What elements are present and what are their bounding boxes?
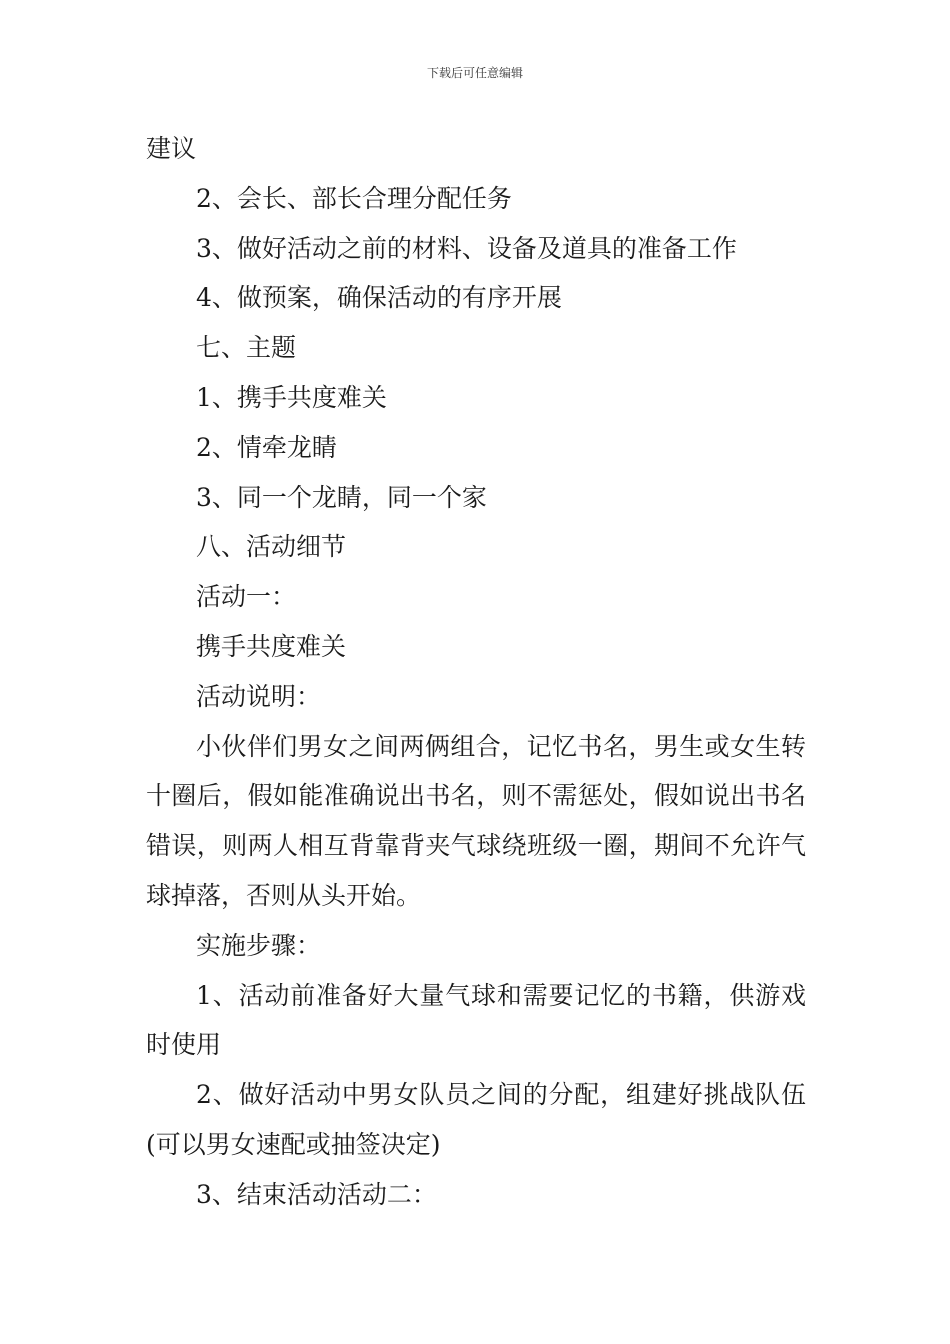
- paragraph: 4、做预案，确保活动的有序开展: [196, 283, 562, 313]
- paragraph: 3、做好活动之前的材料、设备及道具的准备工作: [196, 233, 737, 263]
- paragraph: 3、同一个龙睛，同一个家: [196, 482, 487, 512]
- paragraph: 小伙伴们男女之间两俩组合，记忆书名，男生或女生转十圈后，假如能准确说出书名，则不需惩处，假如说出书名错误，则两人相互背靠背夹气球绕班级一圈，期间不允许气球掉落，否则从头开始。: [146, 731, 806, 910]
- paragraph: 2、做好活动中男女队员之间的分配，组建好挑战队伍(可以男女速配或抽签决定): [146, 1080, 806, 1159]
- paragraph: 活动说明：: [196, 681, 322, 711]
- paragraph: 活动一：: [196, 582, 297, 612]
- paragraph: 1、携手共度难关: [196, 382, 387, 412]
- page-header: 下载后可任意编辑: [426, 66, 523, 80]
- section-heading: 八、活动细节: [196, 532, 347, 562]
- section-heading: 七、主题: [196, 333, 297, 363]
- paragraph: 1、活动前准备好大量气球和需要记忆的书籍，供游戏时使用: [146, 980, 806, 1060]
- paragraph: 实施步骤：: [196, 930, 322, 960]
- paragraph: 2、情牵龙睛: [196, 432, 337, 462]
- document-body: [146, 124, 806, 1220]
- paragraph: 携手共度难关: [196, 631, 347, 661]
- paragraph: 建议: [146, 134, 197, 163]
- paragraph: 3、结束活动活动二：: [196, 1179, 437, 1209]
- paragraph: 2、会长、部长合理分配任务: [196, 183, 512, 213]
